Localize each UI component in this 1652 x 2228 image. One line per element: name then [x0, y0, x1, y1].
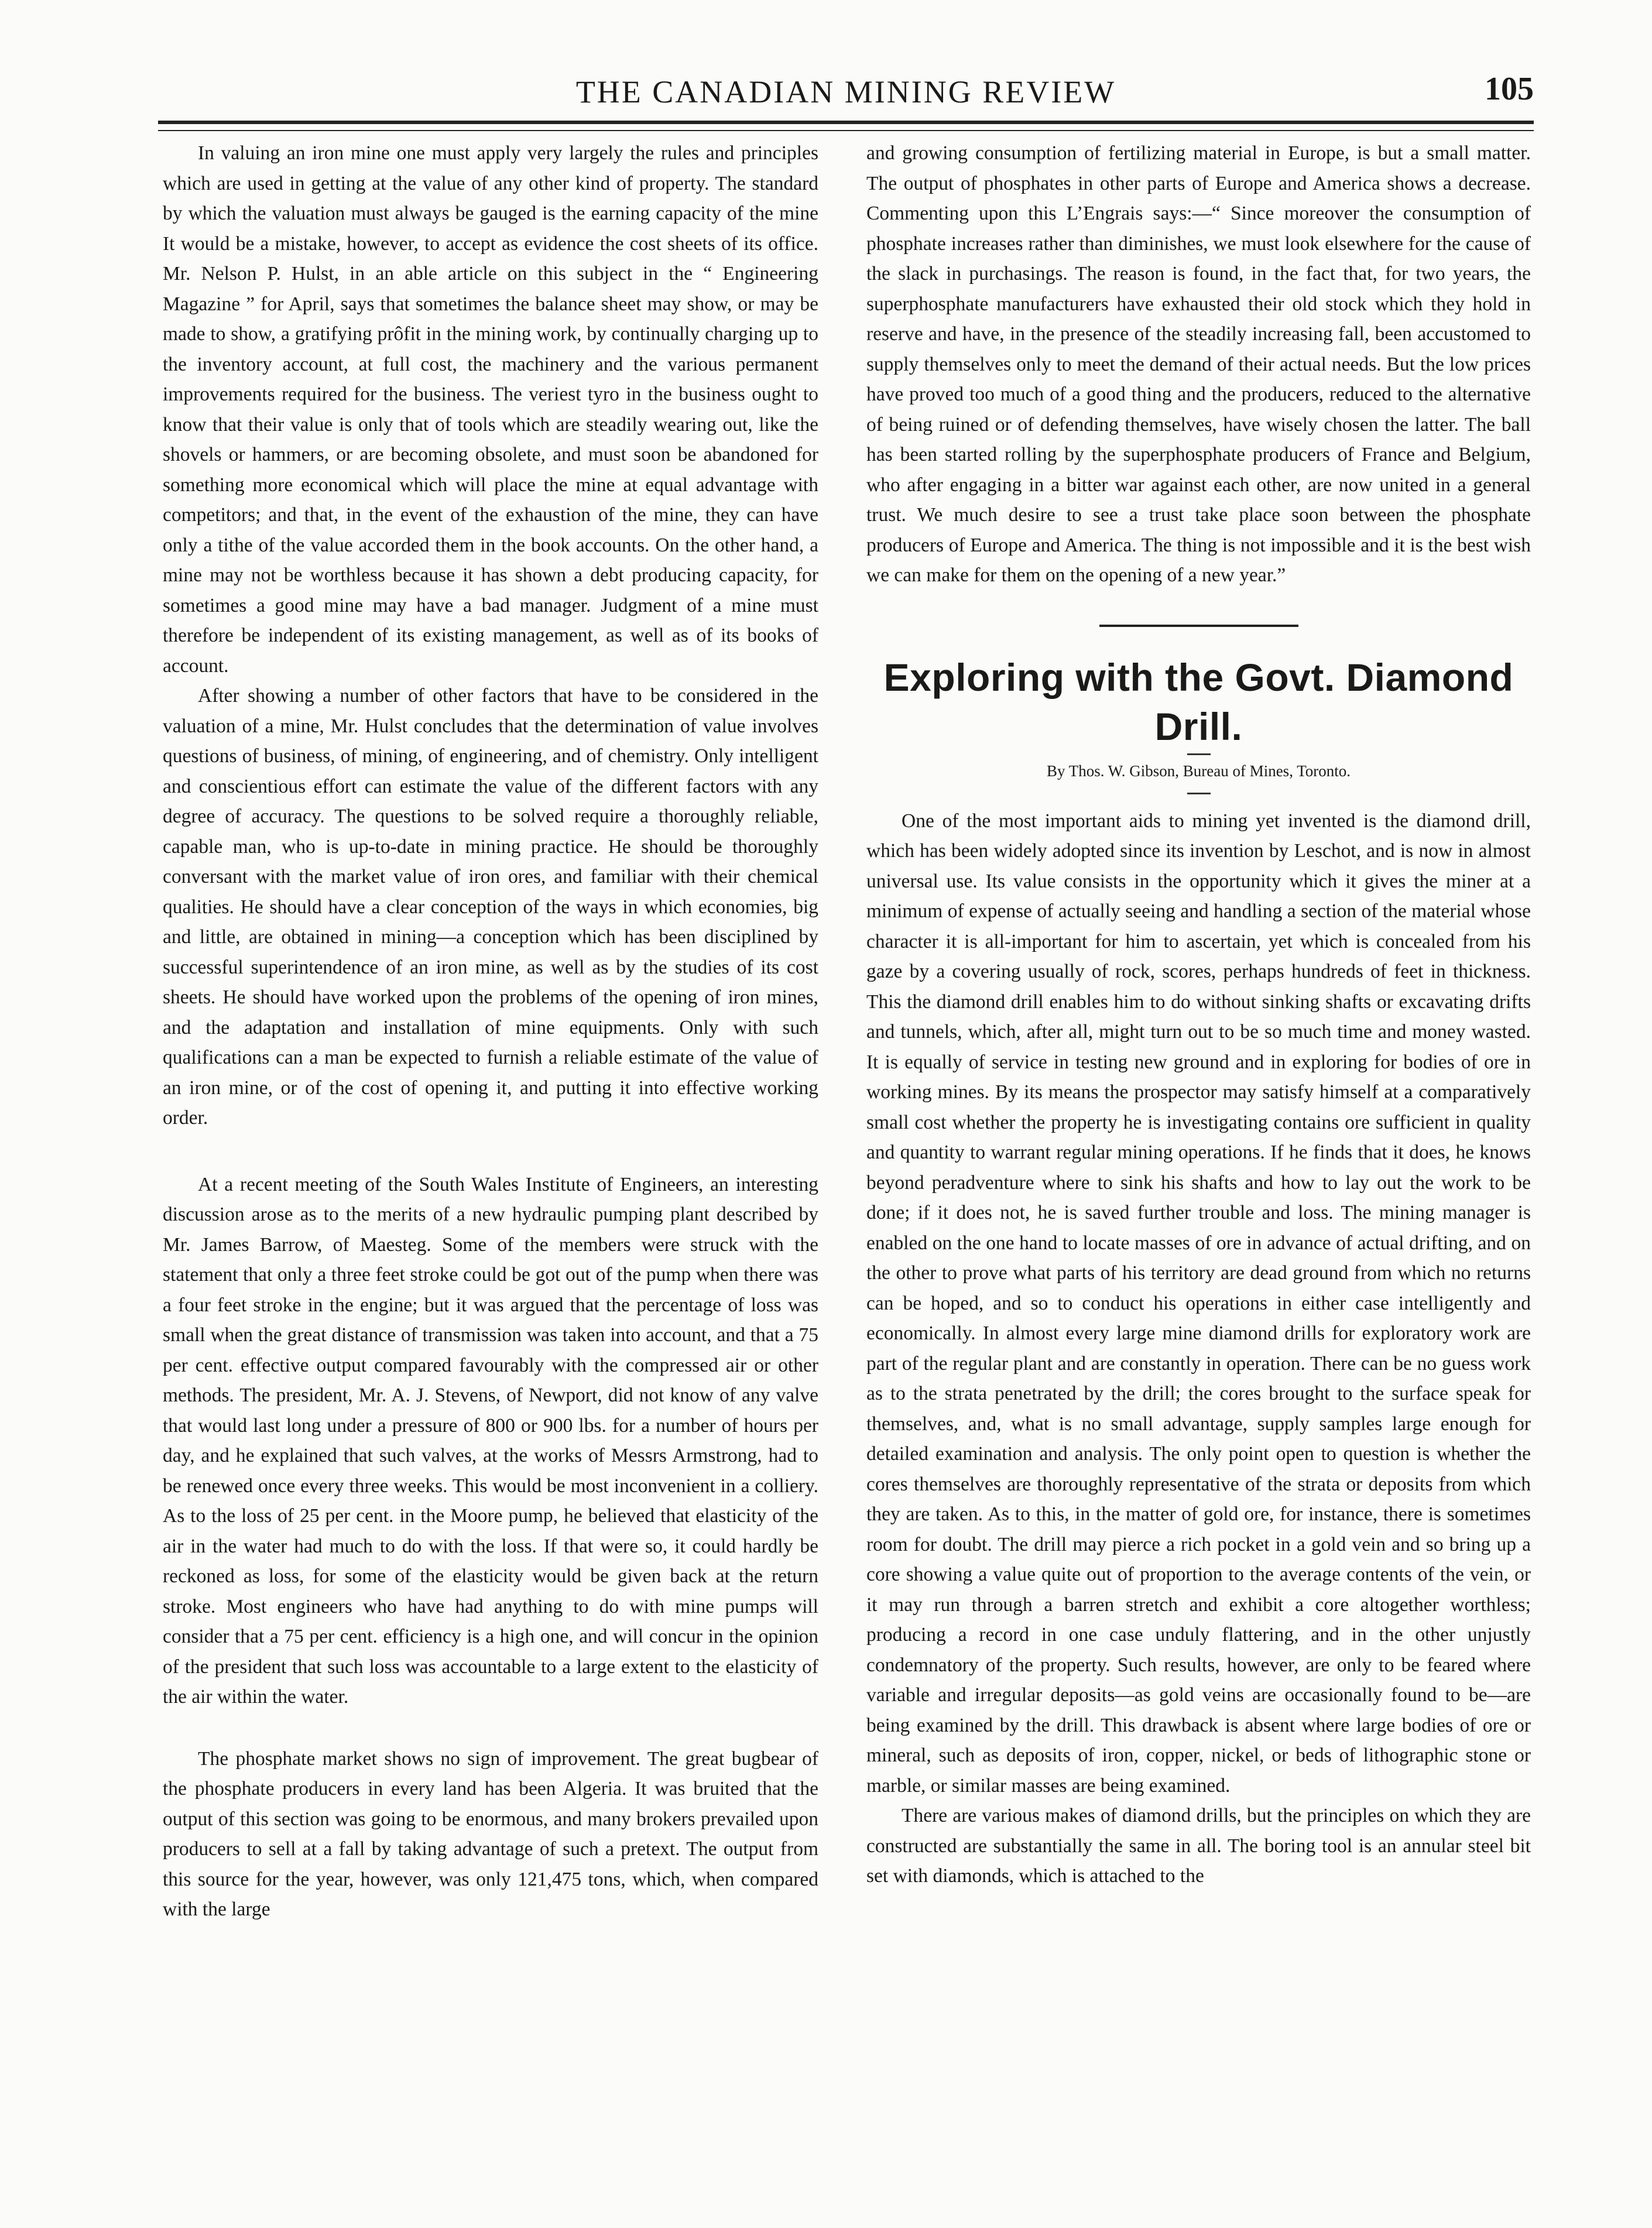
- right-column: [866, 138, 1531, 1891]
- header-rule-thick: [158, 121, 1534, 124]
- header-rule-thin: [158, 130, 1534, 131]
- paragraph-phosphate-continued: and growing consumption of fertilizing material in Europe, is but a small matter. The output of phosphates in other parts of Europe and America shows a decrease. Commenting upon this L’Engrais says:—“ Since moreover the consumption of phosphate increases rather than diminishes, we must look elsewhere for the cause of the slack in purchasings. The reason is found, in the fact that, for two years, the superphosphate manufacturers have exhausted their old stock which they hold in reserve and have, in the presence of the steadily increasing fall, been accustomed to supply themselves only to meet the demand of their actual needs. But the low prices have proved too much of a good thing and the producers, reduced to the alternative of being ruined or of defending themselves, have wisely chosen the latter. The ball has been started rolling by the superphosphate producers of France and Belgium, who after engaging in a bitter war against each other, are now united in a general trust. We much desire to see a trust take place soon between the phosphate producers of Europe and America. The thing is not impossible and it is the best wish we can make for them on the opening of a new year.”: [866, 142, 1531, 586]
- page-header: [158, 69, 1534, 128]
- left-column: [163, 138, 818, 1925]
- running-title: THE CANADIAN MINING REVIEW: [575, 74, 1116, 109]
- paragraph-south-wales-pumping: At a recent meeting of the South Wales Institute of Engineers, an interesting discussion arose as to the merits of a new hydraulic pumping plant described by Mr. James Barrow, of Maesteg. Some of the members were struck with the statement that only a three feet stroke could be got out of the pump when there was a four feet stroke in the engine; but it was argued that the percentage of loss was small when the great distance of transmission was taken into account, and that a 75 per cent. effective output compared favourably with the compressed air or other methods. The president, Mr. A. J. Stevens, of Newport, did not know of any valve that would last long under a pressure of 800 or 900 lbs. for a number of hours per day, and he explained that such valves, at the works of Messrs Armstrong, had to be renewed once every three weeks. This would be most inconvenient in a colliery. As to the loss of 25 per cent. in the Moore pump, he believed that elasticity of the air in the water had much to do with the loss. If that were so, it could hardly be reckoned as loss, for some of the elasticity would be given back at the return stroke. Most engineers who have had anything to do with mine pumps will consider that a 75 per cent. efficiency is a high one, and will concur in the opinion of the president that such loss was accountable to a large extent to the elasticity of the air within the water.: [163, 1173, 818, 1708]
- paragraph-hulst-conclusion: After showing a number of other factors that have to be considered in the valuation of a mine, Mr. Hulst concludes that the determination of value involves questions of business, of mining, of engineering, and of chemistry. Only intelligent and conscientious effort can estimate the value of the different factors with any degree of accuracy. The questions to be solved require a thoroughly reliable, capable man, who is up-to-date in mining practice. He should be thoroughly conversant with the market value of iron ores, and familiar with their chemical qualities. He should have a clear conception of the ways in which economies, big and little, are obtained in mining—a conception which has been disciplined by successful superintendence of an iron mine, as well as by the studies of its cost sheets. He should have worked upon the problems of the opening of iron mines, and the adaptation and installation of mine equipments. Only with such qualifications can a man be expected to furnish a reliable estimate of the value of an iron mine, or of the cost of opening it, and putting it into effective working order.: [163, 685, 818, 1129]
- article-byline: By Thos. W. Gibson, Bureau of Mines, Toronto.: [866, 759, 1531, 783]
- paragraph-diamond-drill-makes: There are various makes of diamond drills, but the principles on which they are constructed are substantially the same in all. The boring tool is an annular steel bit set with diamonds, which is attached to the: [866, 1805, 1531, 1887]
- paragraph-diamond-drill-intro: One of the most important aids to mining yet invented is the diamond drill, which has been widely adopted since its invention by Leschot, and is now in almost universal use. Its value consists in the opportunity which it gives the miner at a minimum of expense of actually seeing and handling a section of the material whose character it is all-important for him to ascertain, yet which is concealed from his gaze by a covering usually of rock, scores, perhaps hundreds of feet in thickness. This the diamond drill enables him to do without sinking shafts or excavating drifts and tunnels, which, after all, might turn out to be so much time and money wasted. It is equally of service in testing new ground and in exploring for bodies of ore in working mines. By its means the prospector may satisfy himself at a comparatively small cost whether the property he is investigating contains ore sufficient in quality and quantity to warrant regular mining operations. If he finds that it does, he knows beyond peradventure where to sink his shafts and how to lay out the work to be done; if it does not, he is saved further trouble and loss. The mining manager is enabled on the one hand to locate masses of ore in advance of actual drifting, and on the other to prove what parts of his territory are dead ground from which no returns can be hoped, and so to conduct his operations in either case intelligently and economically. In almost every large mine diamond drills for exploratory work are part of the regular plant and are constantly in operation. There can be no guess work as to the strata penetrated by the drill; the cores brought to the surface speak for themselves, and, what is no small advantage, supply samples large enough for detailed examination and analysis. The only point open to question is whether the cores themselves are thoroughly representative of the strata or deposits from which they are taken. As to this, in the matter of gold ore, for instance, there is sometimes room for doubt. The drill may pierce a rich pocket in a gold vein and so bring up a core showing a value quite out of proportion to the average contents of the vein, or it may run through a barren stretch and exhibit a core altogether worthless; producing a record in one case unduly flattering, and in the other unjustly condemnatory of the property. Such results, however, are only to be feared where variable and irregular deposits—as gold veins are occasionally found to be—are being examined by the drill. This drawback is absent where large bodies of ore or mineral, such as deposits of iron, copper, nickel, or beds of lithographic stone or marble, or similar masses are being examined.: [866, 810, 1531, 1797]
- article-title: Exploring with the Govt. Diamond Drill.: [883, 655, 1514, 748]
- page-number: 105: [1485, 71, 1534, 107]
- paragraph-iron-mine-valuation: In valuing an iron mine one must apply very largely the rules and principles which are used in getting at the value of any other kind of property. The standard by which the valuation must always be gauged is the earning capacity of the mine It would be a mistake, however, to accept as evidence the cost sheets of its office. Mr. Nelson P. Hulst, in an able article on this subject in the “ Engineering Magazine ” for April, says that sometimes the balance sheet may show, or may be made to show, a gratifying prôfit in the mining work, by continually charging up to the inventory account, at full cost, the machinery and the various permanent improvements required for the business. The veriest tyro in the business ought to know that their value is only that of tools which are steadily wearing out, like the shovels or hammers, or are becoming obsolete, and must soon be abandoned for something more economical which will place the mine at equal advantage with competitors; and that, in the event of the exhaustion of the mine, they can have only a tithe of the value accorded them in the book accounts. On the other hand, a mine may not be worthless because it has shown a debt producing capacity, for sometimes a good mine may have a bad manager. Judgment of a mine must therefore be independent of its existing management, as well as of its books of account.: [163, 142, 818, 677]
- paragraph-phosphate-market: The phosphate market shows no sign of improvement. The great bugbear of the phosphate producers in every land has been Algeria. It was bruited that the output of this section was going to be enormous, and many brokers prevailed upon producers to sell at a fall by taking advantage of such a pretext. The output from this source for the year, however, was only 121,475 tons, which, when compared with the large: [163, 1747, 818, 1920]
- section-separator: [1099, 625, 1298, 627]
